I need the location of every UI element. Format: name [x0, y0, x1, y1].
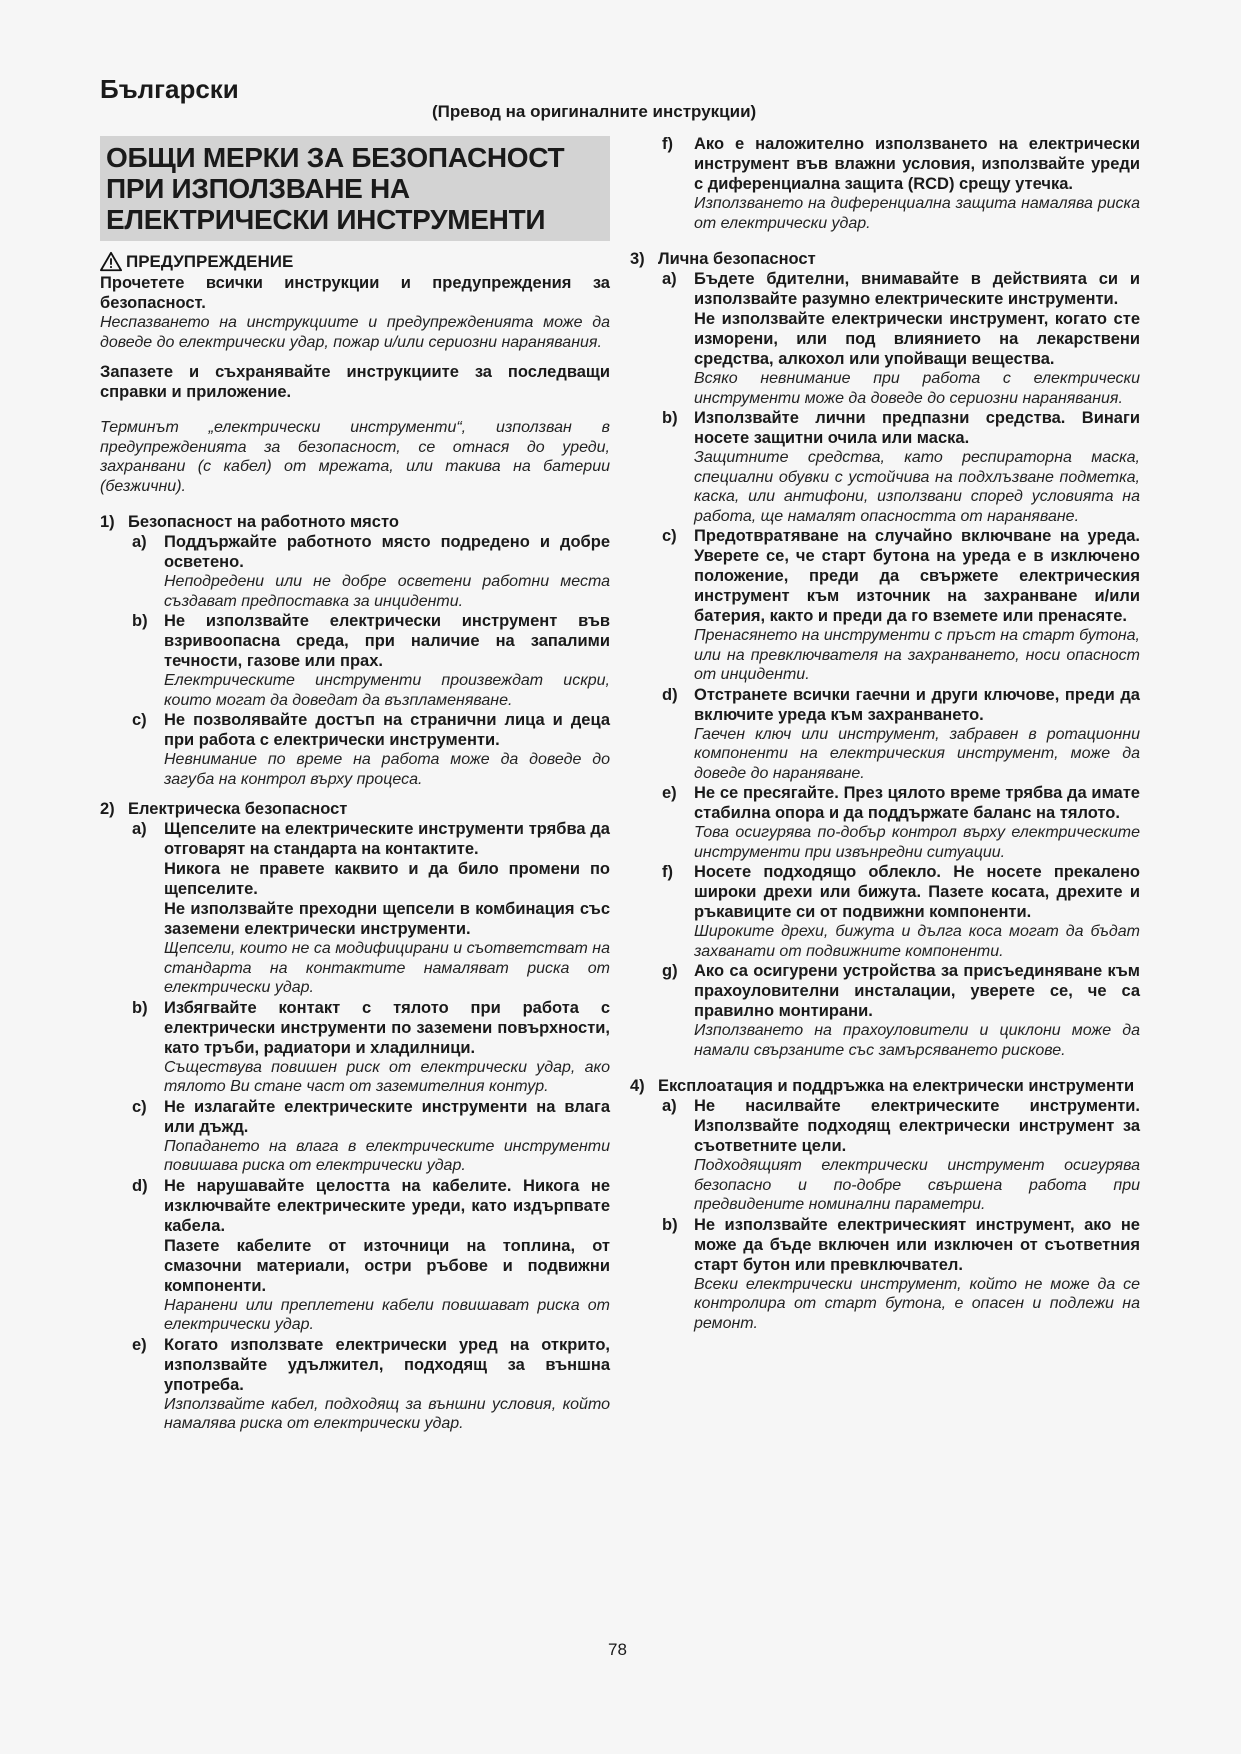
list-item: a) Не насилвайте електрическите инструменти. Използвайте подходящ електрически инструмент за съответните цели. Подходящият електрически инструмент осигурява безопасно и по-добре свършена работа при предвидените номинални параметри.: [662, 1097, 1140, 1213]
list-item: f) Носете подходящо облекло. Не носете прекалено широки дрехи или бижута. Пазете косата, дрехите и ръкавиците си от подвижни компоненти. Широките дрехи, бижута и дълга коса могат да бъдат захванати от подвижните компоненти.: [662, 863, 1140, 960]
warning-keep-instructions: Запазете и съхранявайте инструкциите за последващи справки и приложение.: [100, 363, 610, 401]
warning-heading: [100, 251, 610, 273]
section-heading: 1) Безопасност на работното място: [100, 513, 399, 531]
list-item: a) Щепселите на електрическите инструменти трябва да отговарят на стандарта на контактите. Никога не правете каквито и да било промени по щепселите. Не използвайте преходни щепсели в комбинация със заземени електрически инструменти. Щепсели, които не са модифицирани и съответстват на стандарта на контактите намаляват риска от електрически удар.: [132, 820, 610, 996]
list-item: a) Поддържайте работното място подредено и добре осветено. Неподредени или не добре осветени работни места създават предпоставка за инциденти.: [132, 533, 610, 610]
list-item: c) Не позволявайте достъп на странични лица и деца при работа с електрически инструменти. Невнимание по време на работа може да доведе до загуба на контрол върху процеса.: [132, 711, 610, 788]
list-item: f) Ако е наложително използването на електрически инструмент във влажни условия, използвайте уреди с диференциална защита (RCD) срещу утечка. Използването на диференциална защита намалява риска от електрически удар.: [662, 135, 1140, 232]
warning-consequence: Неспазването на инструкциите и предупрежденията може да доведе до електрически удар, пожар и/или сериозни наранявания.: [100, 314, 610, 351]
list-item: d) Не нарушавайте целостта на кабелите. Никога не изключвайте електрическите уреди, като издърпвате кабела. Пазете кабелите от източници на топлина, от смазочни материали, остри ръбове и подвижни компоненти. Наранени или преплетени кабели повишават риска от електрически удар.: [132, 1176, 610, 1333]
list-item: b) Използвайте лични предпазни средства. Винаги носете защитни очила или маска. Защитните средства, като респираторна маска, специални обувки с устойчива на подхлъзване подметка, каска, или антифони, използвани според условията на работа, ще намалят опасността от нараняване.: [662, 409, 1140, 525]
page-title: ОБЩИ МЕРКИ ЗА БЕЗОПАСНОСТ ПРИ ИЗПОЛЗВАНЕ НА ЕЛЕКТРИЧЕСКИ ИНСТРУМЕНТИ: [100, 136, 610, 241]
list-item: a) Бъдете бдителни, внимавайте в действията си и използвайте разумно електрическите инструменти. Не използвайте електрически инструмент, когато сте изморени, или под влиянието на лекарствени средства, алкохол или упойващи вещества. Всяко невнимание при работа с електрически инструменти може да доведе до сериозни наранявания.: [662, 270, 1140, 407]
list-item: e) Когато използвате електрически уред на открито, използвайте удължител, подходящ за външна употреба. Използвайте кабел, подходящ за външни условия, който намалява риска от електрически удар.: [132, 1335, 610, 1432]
left-column: [100, 136, 610, 1434]
right-column: [630, 134, 1140, 1333]
warning-read-all: Прочетете всички инструкции и предупреждения за безопасност.: [100, 274, 610, 312]
language-heading: Български: [100, 74, 239, 104]
list-item: b) Не използвайте електрическият инструмент, ако не може да бъде включен или изключен от съответния старт бутон или превключвател. Всеки електрически инструмент, който не може да се контролира от старт бутона, е опасен и подлежи на ремонт.: [662, 1215, 1140, 1332]
section-heading: 2) Електрическа безопасност: [100, 800, 348, 818]
warning-term-definition: Терминът „електрически инструменти“, използван в предупрежденията за безопасност, се отнася до уреди, захранвани (с кабел) от мрежата, или такива на батерии (безжични).: [100, 419, 610, 495]
list-item: e) Не се пресягайте. През цялото време трябва да имате стабилна опора и да поддържате баланс на тялото. Това осигурява по-добър контрол върху електрическите инструменти при извънредни ситуации.: [662, 784, 1140, 861]
list-item: c) Предотвратяване на случайно включване на уреда. Уверете се, че старт бутона на уреда е в изключено положение, преди да свържете електрическия инструмент към източник на захранване и/или батерия, както и преди да го вземете или пренасяте. Пренасянето на инструменти с пръст на старт бутона, или на превключвателя на захранването, носи опасност от инциденти.: [662, 527, 1140, 683]
list-item: b) Не използвайте електрически инструмент във взривоопасна среда, при наличие на запалими течности, газове или прах. Електрическите инструменти произвеждат искри, които могат да доведат да възпламеняване.: [132, 612, 610, 709]
list-item: d) Отстранете всички гаечни и други ключове, преди да включите уреда към захранването. Гаечен ключ или инструмент, забравен в ротационни компоненти на електрическия инструмент, може да доведе до нараняване.: [662, 685, 1140, 782]
translation-note: (Превод на оригиналните инструкции): [432, 102, 757, 121]
section-heading: 3) Лична безопасност: [630, 250, 816, 268]
section-heading: 4) Експлоатация и поддръжка на електрически инструменти: [630, 1077, 1135, 1095]
list-item: c) Не излагайте електрическите инструменти на влага или дъжд. Попадането на влага в електрическите инструменти повишава риска от електрически удар.: [132, 1097, 610, 1174]
warning-triangle-icon: [100, 251, 122, 273]
page-number: 78: [608, 1640, 627, 1659]
warning-heading-text: ПРЕДУПРЕЖДЕНИЕ: [126, 252, 294, 271]
list-item: g) Ако са осигурени устройства за присъединяване към прахоуловителни инсталации, уверете се, че са правилно монтирани. Използването на прахоуловители и циклони може да намали свързаните със замърсяването рискове.: [662, 962, 1140, 1059]
list-item: b) Избягвайте контакт с тялото при работа с електрически инструменти по заземени повърхности, като тръби, радиатори и хладилници. Съществува повишен риск от електрически удар, ако тялото Ви стане част от заземителния контур.: [132, 998, 610, 1095]
